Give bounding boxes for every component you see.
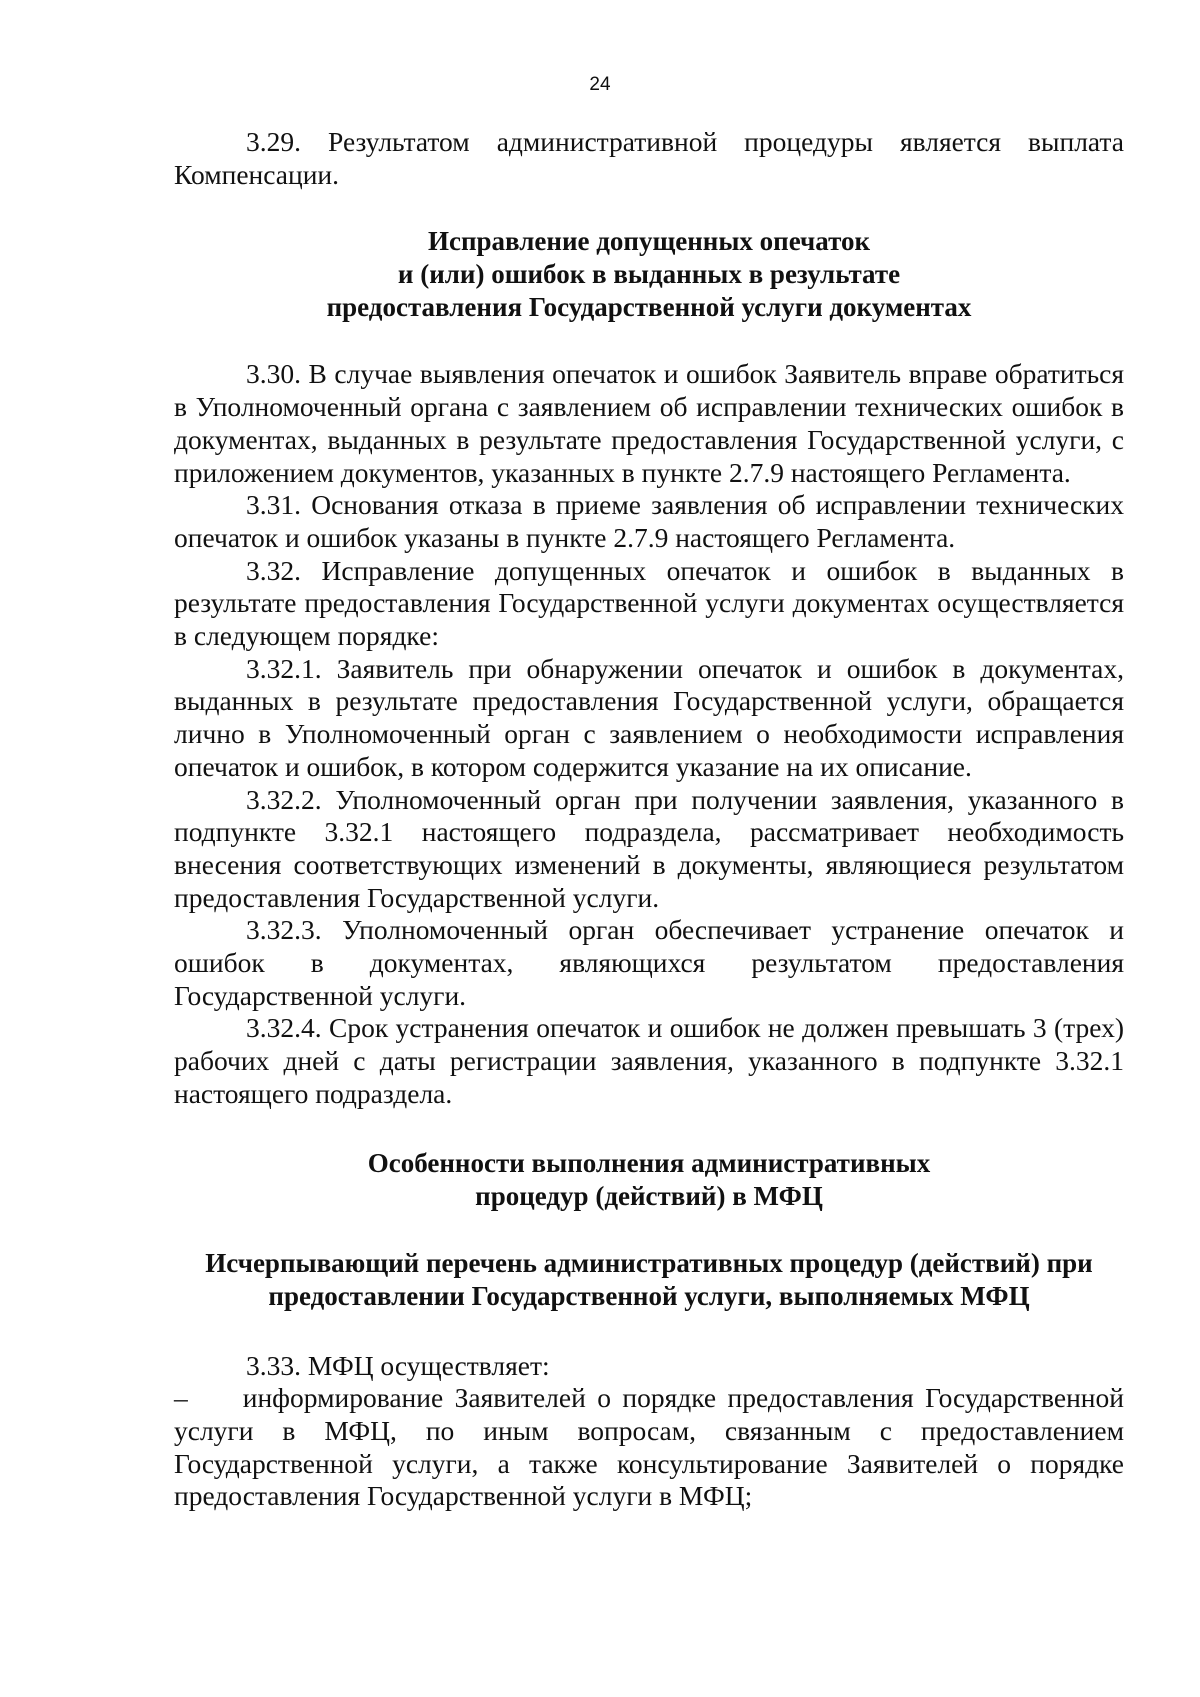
heading-line: предоставления Государственной услуги документах [326, 292, 972, 323]
heading-line: процедур (действий) в МФЦ [475, 1180, 823, 1211]
heading-line: Исчерпывающий перечень административных процедур (действий) при [205, 1247, 1093, 1278]
paragraph-3-32-3: 3.32.3. Уполномоченный орган обеспечивает устранение опечаток и ошибок в документах, являющихся результатом предоставления Государственной услуги. [174, 914, 1124, 1011]
heading-line: Исправление допущенных опечаток [427, 226, 871, 257]
paragraph-3-32-4: 3.32.4. Срок устранения опечаток и ошибок не должен превышать 3 (трех) рабочих дней с даты регистрации заявления, указанного в подпункте 3.32.1 настоящего подраздела. [174, 1012, 1124, 1109]
paragraph-3-30: 3.30. В случае выявления опечаток и ошибок Заявитель вправе обратиться в Уполномоченный органа с заявлением об исправлении технических ошибок в документах, выданных в результате предоставления Государственной услуги, с приложением документов, указанных в пункте 2.7.9 настоящего Регламента. [174, 358, 1124, 488]
section-heading-mfc-procedures-list [174, 1247, 1124, 1313]
paragraph-3-31: 3.31. Основания отказа в приеме заявления об исправлении технических опечаток и ошибок указаны в пункте 2.7.9 настоящего Регламента. [174, 489, 1124, 553]
paragraph-3-32: 3.32. Исправление допущенных опечаток и ошибок в выданных в результате предоставления Государственной услуги документах осуществляется в следующем порядке: [174, 554, 1124, 652]
page-number: 24 [589, 74, 611, 95]
heading-line: Особенности выполнения административных [367, 1147, 931, 1178]
paragraph-3-29: 3.29. Результатом административной процедуры является выплата Компенсации. [174, 126, 1124, 190]
paragraph-3-33: 3.33. МФЦ осуществляет: [246, 1349, 550, 1381]
heading-line: и (или) ошибок в выданных в результате [397, 259, 901, 290]
document-body [174, 126, 1124, 1513]
section-heading-mfc-features [174, 1147, 1124, 1213]
heading-line: предоставлении Государственной услуги, выполняемых МФЦ [268, 1280, 1030, 1311]
paragraph-3-32-1: 3.32.1. Заявитель при обнаружении опечаток и ошибок в документах, выданных в результате предоставления Государственной услуги, обращается лично в Уполномоченный орган с заявлением о необходимости исправления опечаток и ошибок, в котором содержится указание на их описание. [174, 652, 1124, 782]
section-heading-corrections [174, 225, 1124, 324]
list-item-informing: – информирование Заявителей о порядке предоставления Государственной услуги в МФЦ, по иным вопросам, связанным с предоставлением Государственной услуги, а также консультирование Заявителей о порядке предоставления Государственной услуги в МФЦ; [174, 1382, 1124, 1512]
paragraph-3-32-2: 3.32.2. Уполномоченный орган при получении заявления, указанного в подпункте 3.32.1 настоящего подраздела, рассматривает необходимость внесения соответствующих изменений в документы, являющиеся результатом предоставления Государственной услуги. [174, 783, 1124, 913]
